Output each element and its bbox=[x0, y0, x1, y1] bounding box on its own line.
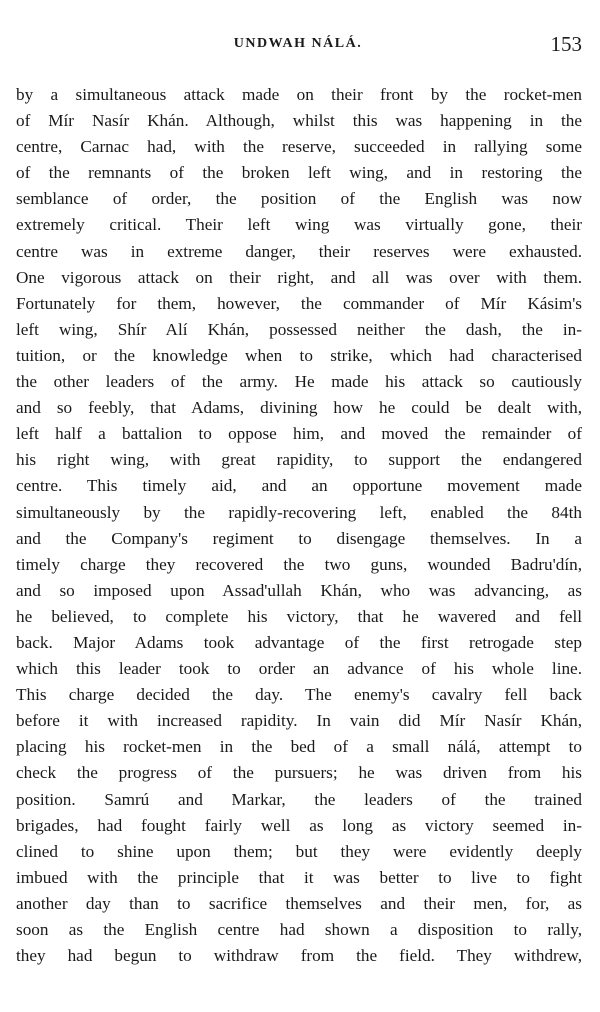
text-line: before it with increased rapidity. In vain did Mír Nasír Khán, bbox=[16, 711, 582, 731]
text-line: his right wing, with great rapidity, to support the endangered bbox=[16, 450, 582, 470]
text-line: he believed, to complete his victory, that he wavered and fell bbox=[16, 606, 582, 626]
text-line: One vigorous attack on their right, and all was over with them. bbox=[16, 267, 582, 287]
text-line: back. Major Adams took advantage of the first retrogade step bbox=[16, 632, 582, 652]
text-line: left wing, Shír Alí Khán, possessed neither the dash, the in- bbox=[16, 319, 582, 339]
text-line: centre was in extreme danger, their reserves were exhausted. bbox=[16, 241, 582, 261]
text-line: placing his rocket-men in the bed of a small nálá, attempt to bbox=[16, 737, 582, 757]
text-line: extremely critical. Their left wing was virtually gone, their bbox=[16, 215, 582, 235]
text-line: soon as the English centre had shown a disposition to rally, bbox=[16, 920, 582, 939]
text-line: centre, Carnac had, with the reserve, succeeded in rallying some bbox=[16, 137, 582, 157]
running-title: UNDWAH NÁLÁ. bbox=[233, 36, 363, 51]
text-line: by a simultaneous attack made on their front by the rocket-men bbox=[16, 85, 582, 104]
text-line: check the progress of the pursuers; he was driven from his bbox=[16, 763, 582, 783]
text-line: and so feebly, that Adams, divining how he could be dealt with, bbox=[16, 398, 582, 418]
text-line: Fortunately for them, however, the commander of Mír Kásim's bbox=[16, 293, 582, 313]
text-line: This charge decided the day. The enemy's cavalry fell back bbox=[16, 685, 582, 705]
body-text bbox=[16, 82, 582, 969]
text-line: and so imposed upon Assad'ullah Khán, who was advancing, as bbox=[16, 580, 582, 600]
text-line: imbued with the principle that it was better to live to fight bbox=[16, 867, 582, 887]
text-line: another day than to sacrifice themselves and their men, for, as bbox=[16, 893, 582, 913]
text-line: of the remnants of the broken left wing, and in restoring the bbox=[16, 163, 582, 183]
text-line: brigades, had fought fairly well as long as victory seemed in- bbox=[16, 815, 582, 835]
text-line: simultaneously by the rapidly-recovering left, enabled the 84th bbox=[16, 502, 582, 522]
text-line: and the Company's regiment to disengage themselves. In a bbox=[16, 528, 582, 548]
text-line: position. Samrú and Markar, the leaders of the trained bbox=[16, 789, 582, 809]
text-line: of Mír Nasír Khán. Although, whilst this was happening in the bbox=[16, 111, 582, 131]
text-line: left half a battalion to oppose him, and moved the remainder of bbox=[16, 424, 582, 444]
text-line: tuition, or the knowledge when to strike, which had characterised bbox=[16, 345, 582, 365]
text-line: they had begun to withdraw from the field. They withdrew, bbox=[16, 946, 582, 966]
page-number: 153 bbox=[550, 32, 582, 56]
text-line: semblance of order, the position of the English was now bbox=[16, 189, 582, 209]
text-line: clined to shine upon them; but they were evidently deeply bbox=[16, 841, 582, 861]
text-line: the other leaders of the army. He made his attack so cautiously bbox=[16, 372, 582, 392]
text-line: timely charge they recovered the two guns, wounded Badru'dín, bbox=[16, 554, 582, 574]
text-line: which this leader took to order an advance of his whole line. bbox=[16, 659, 582, 679]
text-line: centre. This timely aid, and an opportune movement made bbox=[16, 476, 582, 496]
running-head bbox=[14, 32, 582, 56]
